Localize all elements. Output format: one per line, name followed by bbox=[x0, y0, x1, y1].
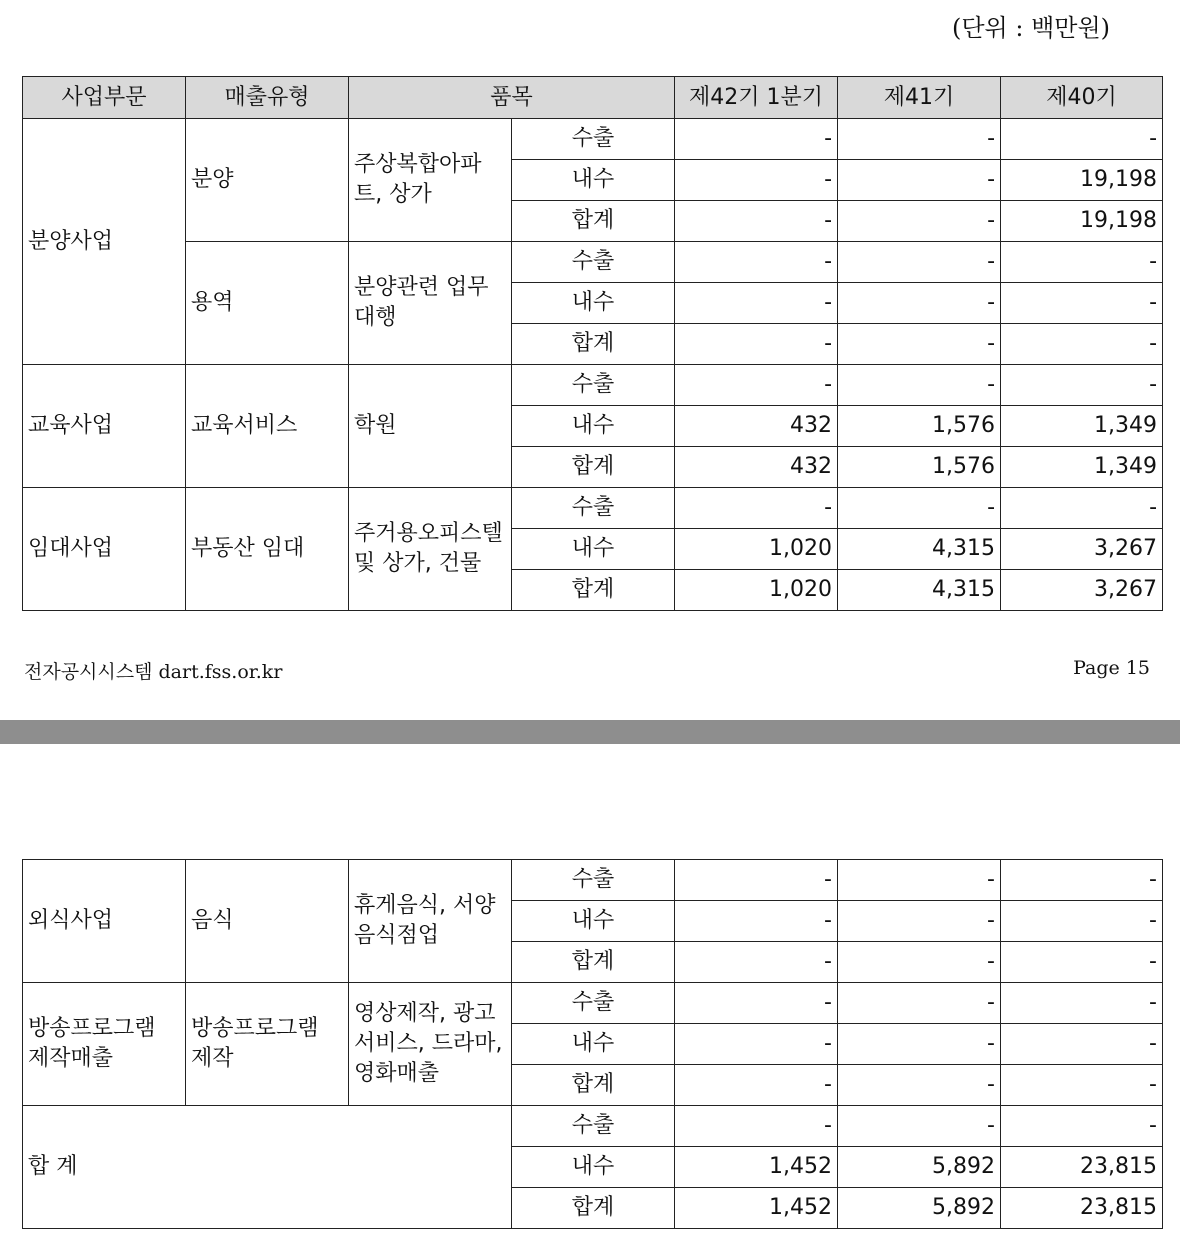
value-cell: - bbox=[1001, 119, 1163, 160]
sale-kind-cell: 합계 bbox=[512, 1065, 675, 1106]
item-cell: 영상제작, 광고서비스, 드라마, 영화매출 bbox=[349, 983, 512, 1106]
sales-type-cell: 부동산 임대 bbox=[186, 488, 349, 611]
value-cell: 19,198 bbox=[1001, 160, 1163, 201]
item-cell: 주상복합아파트, 상가 bbox=[349, 119, 512, 242]
value-cell: - bbox=[838, 283, 1001, 324]
value-cell: 23,815 bbox=[1001, 1188, 1163, 1229]
value-cell: - bbox=[838, 324, 1001, 365]
value-cell: - bbox=[1001, 283, 1163, 324]
value-cell: - bbox=[1001, 242, 1163, 283]
value-cell: - bbox=[675, 365, 838, 406]
value-cell: - bbox=[838, 119, 1001, 160]
value-cell: 432 bbox=[675, 447, 838, 488]
value-cell: - bbox=[838, 1065, 1001, 1106]
value-cell: - bbox=[838, 242, 1001, 283]
value-cell: - bbox=[838, 901, 1001, 942]
value-cell: - bbox=[838, 365, 1001, 406]
value-cell: - bbox=[675, 283, 838, 324]
item-cell: 분양관련 업무대행 bbox=[349, 242, 512, 365]
sale-kind-cell: 수출 bbox=[512, 860, 675, 901]
value-cell: - bbox=[1001, 1024, 1163, 1065]
value-cell: - bbox=[838, 860, 1001, 901]
value-cell: - bbox=[838, 942, 1001, 983]
segment-cell: 방송프로그램 제작매출 bbox=[23, 983, 186, 1106]
value-cell: 1,576 bbox=[838, 447, 1001, 488]
segment-cell: 분양사업 bbox=[23, 119, 186, 365]
value-cell: 1,452 bbox=[675, 1147, 838, 1188]
value-cell: 19,198 bbox=[1001, 201, 1163, 242]
header-segment: 사업부문 bbox=[23, 77, 186, 119]
sale-kind-cell: 수출 bbox=[512, 119, 675, 160]
value-cell: - bbox=[1001, 324, 1163, 365]
item-cell: 학원 bbox=[349, 365, 512, 488]
sale-kind-cell: 수출 bbox=[512, 488, 675, 529]
table-row bbox=[23, 488, 1163, 529]
header-period-41: 제41기 bbox=[838, 77, 1001, 119]
value-cell: 1,349 bbox=[1001, 406, 1163, 447]
total-label-cell: 합 계 bbox=[23, 1106, 512, 1229]
value-cell: 23,815 bbox=[1001, 1147, 1163, 1188]
header-period-40: 제40기 bbox=[1001, 77, 1163, 119]
sales-type-cell: 분양 bbox=[186, 119, 349, 242]
value-cell: - bbox=[1001, 1065, 1163, 1106]
sale-kind-cell: 수출 bbox=[512, 365, 675, 406]
sale-kind-cell: 합계 bbox=[512, 201, 675, 242]
sale-kind-cell: 수출 bbox=[512, 242, 675, 283]
value-cell: - bbox=[675, 488, 838, 529]
table-row bbox=[23, 860, 1163, 901]
table-row bbox=[23, 242, 1163, 283]
sale-kind-cell: 내수 bbox=[512, 283, 675, 324]
header-item: 품목 bbox=[349, 77, 675, 119]
table-header-row bbox=[23, 77, 1163, 119]
value-cell: - bbox=[675, 160, 838, 201]
table-row bbox=[23, 983, 1163, 1024]
value-cell: 4,315 bbox=[838, 570, 1001, 611]
sale-kind-cell: 합계 bbox=[512, 324, 675, 365]
value-cell: - bbox=[1001, 942, 1163, 983]
sale-kind-cell: 내수 bbox=[512, 901, 675, 942]
footer-system-name: 전자공시시스템 dart.fss.or.kr bbox=[24, 661, 283, 683]
sales-type-cell: 음식 bbox=[186, 860, 349, 983]
sales-type-cell: 용역 bbox=[186, 242, 349, 365]
value-cell: 1,020 bbox=[675, 570, 838, 611]
segment-cell: 외식사업 bbox=[23, 860, 186, 983]
value-cell: - bbox=[1001, 365, 1163, 406]
sale-kind-cell: 내수 bbox=[512, 160, 675, 201]
sale-kind-cell: 합계 bbox=[512, 1188, 675, 1229]
value-cell: 1,349 bbox=[1001, 447, 1163, 488]
sale-kind-cell: 합계 bbox=[512, 942, 675, 983]
header-period-42q1: 제42기 1분기 bbox=[675, 77, 838, 119]
value-cell: - bbox=[1001, 983, 1163, 1024]
value-cell: - bbox=[1001, 901, 1163, 942]
value-cell: 1,020 bbox=[675, 529, 838, 570]
item-cell: 휴게음식, 서양음식점업 bbox=[349, 860, 512, 983]
footer-page-number: Page 15 bbox=[1073, 657, 1150, 679]
value-cell: - bbox=[1001, 1106, 1163, 1147]
sale-kind-cell: 합계 bbox=[512, 447, 675, 488]
value-cell: 5,892 bbox=[838, 1147, 1001, 1188]
value-cell: 1,576 bbox=[838, 406, 1001, 447]
header-sales-type: 매출유형 bbox=[186, 77, 349, 119]
value-cell: - bbox=[675, 324, 838, 365]
value-cell: - bbox=[838, 983, 1001, 1024]
page-break-divider bbox=[0, 720, 1180, 744]
document-page-16 bbox=[0, 744, 1180, 1246]
table-row bbox=[23, 119, 1163, 160]
item-cell: 주거용오피스텔 및 상가, 건물 bbox=[349, 488, 512, 611]
segment-cell: 교육사업 bbox=[23, 365, 186, 488]
value-cell: - bbox=[675, 983, 838, 1024]
value-cell: - bbox=[1001, 488, 1163, 529]
value-cell: 3,267 bbox=[1001, 529, 1163, 570]
unit-label: (단위 : 백만원) bbox=[952, 14, 1110, 42]
value-cell: - bbox=[675, 119, 838, 160]
value-cell: - bbox=[675, 242, 838, 283]
value-cell: - bbox=[675, 942, 838, 983]
value-cell: - bbox=[675, 1024, 838, 1065]
table-row bbox=[23, 365, 1163, 406]
value-cell: - bbox=[675, 860, 838, 901]
value-cell: - bbox=[838, 488, 1001, 529]
sales-table-continued bbox=[22, 859, 1163, 1229]
value-cell: - bbox=[675, 901, 838, 942]
value-cell: - bbox=[675, 1065, 838, 1106]
value-cell: - bbox=[838, 1024, 1001, 1065]
value-cell: 3,267 bbox=[1001, 570, 1163, 611]
sales-type-cell: 교육서비스 bbox=[186, 365, 349, 488]
sale-kind-cell: 내수 bbox=[512, 529, 675, 570]
value-cell: - bbox=[838, 160, 1001, 201]
value-cell: - bbox=[838, 1106, 1001, 1147]
sale-kind-cell: 내수 bbox=[512, 406, 675, 447]
value-cell: 432 bbox=[675, 406, 838, 447]
sales-table-top bbox=[22, 76, 1163, 611]
sale-kind-cell: 합계 bbox=[512, 570, 675, 611]
sale-kind-cell: 내수 bbox=[512, 1147, 675, 1188]
value-cell: - bbox=[1001, 860, 1163, 901]
sales-type-cell: 방송프로그램 제작 bbox=[186, 983, 349, 1106]
sale-kind-cell: 수출 bbox=[512, 983, 675, 1024]
total-row bbox=[23, 1106, 1163, 1147]
value-cell: 4,315 bbox=[838, 529, 1001, 570]
sale-kind-cell: 수출 bbox=[512, 1106, 675, 1147]
sale-kind-cell: 내수 bbox=[512, 1024, 675, 1065]
segment-cell: 임대사업 bbox=[23, 488, 186, 611]
value-cell: - bbox=[838, 201, 1001, 242]
value-cell: 5,892 bbox=[838, 1188, 1001, 1229]
value-cell: - bbox=[675, 1106, 838, 1147]
value-cell: - bbox=[675, 201, 838, 242]
value-cell: 1,452 bbox=[675, 1188, 838, 1229]
